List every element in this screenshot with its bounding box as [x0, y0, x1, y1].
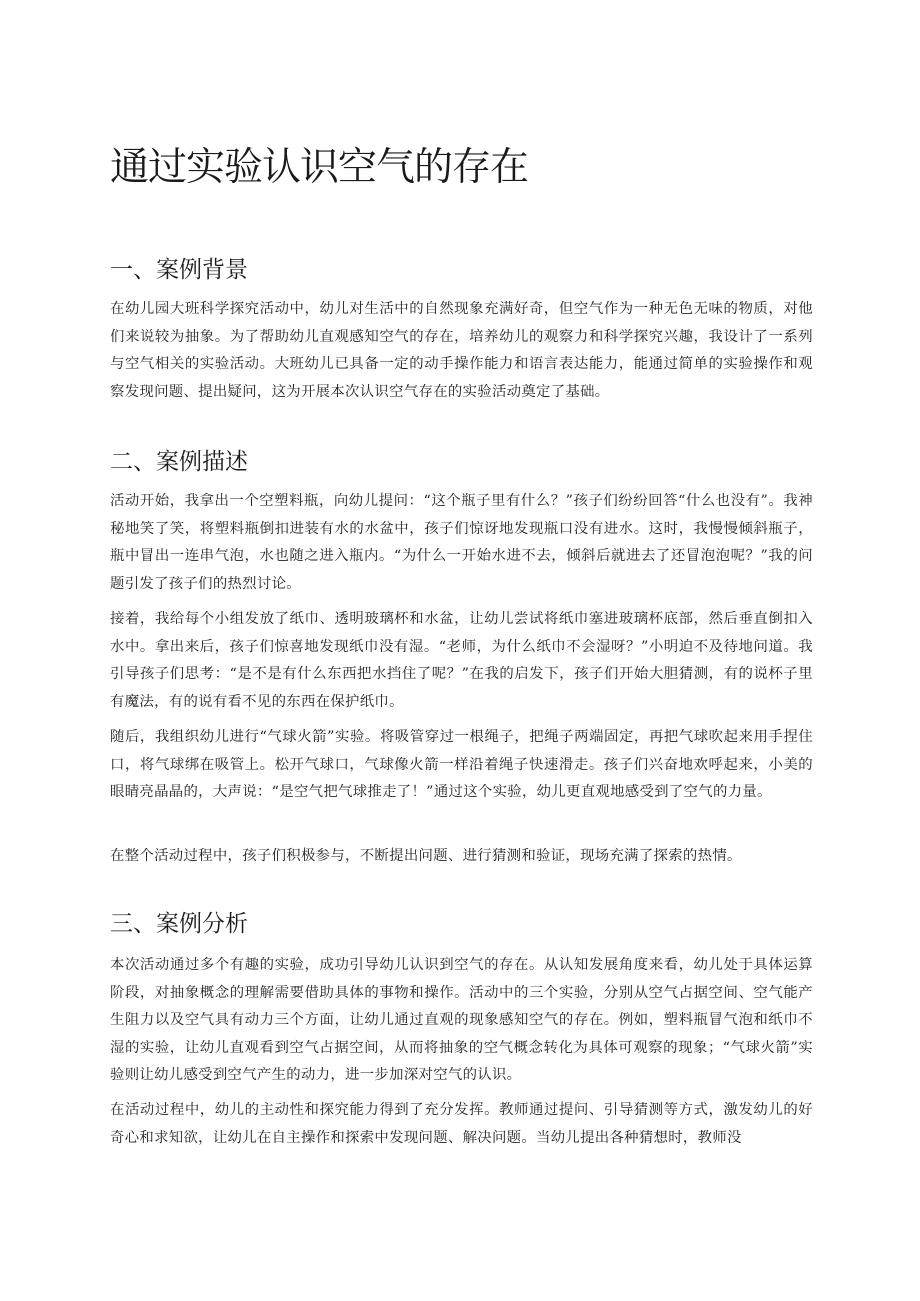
document-title: 通过实验认识空气的存在 — [110, 145, 529, 190]
paragraph: 活动开始，我拿出一个空塑料瓶，向幼儿提问：“这个瓶子里有什么？”孩子们纷纷回答“什么也没有”。我神秘地笑了笑，将塑料瓶倒扣进装有水的水盆中，孩子们惊讶地发现瓶口没有进水。这时，我慢慢倾斜瓶子，瓶中冒出一连串气泡，水也随之进入瓶内。“为什么一开始水进不去，倾斜后就进去了还冒泡泡呢？”我的问题引发了孩子们的热烈讨论。 — [110, 493, 813, 592]
paragraph: 在幼儿园大班科学探究活动中，幼儿对生活中的自然现象充满好奇，但空气作为一种无色无味的物质，对他们来说较为抽象。为了帮助幼儿直观感知空气的存在，培养幼儿的观察力和科学探究兴趣，我设计了一系列与空气相关的实验活动。大班幼儿已具备一定的动手操作能力和语言表达能力，能通过简单的实验操作和观察发现问题、提出疑问，这为开展本次认识空气存在的实验活动奠定了基础。 — [110, 301, 813, 400]
paragraph: 在活动过程中，幼儿的主动性和探究能力得到了充分发挥。教师通过提问、引导猜测等方式，激发幼儿的好奇心和求知欲，让幼儿在自主操作和探索中发现问题、解决问题。当幼儿提出各种猜想时，教师没 — [110, 1102, 813, 1146]
paragraph: 在整个活动过程中，孩子们积极参与，不断提出问题、进行猜测和验证，现场充满了探索的热情。 — [110, 848, 742, 864]
paragraph: 本次活动通过多个有趣的实验，成功引导幼儿认识到空气的存在。从认知发展角度来看，幼儿处于具体运算阶段，对抽象概念的理解需要借助具体的事物和操作。活动中的三个实验，分别从空气占据空间、空气能产生阻力以及空气具有动力三个方面，让幼儿通过直观的现象感知空气的存在。例如，塑料瓶冒气泡和纸巾不湿的实验，让幼儿直观看到空气占据空间，从而将抽象的空气概念转化为具体可观察的现象；“气球火箭”实验则让幼儿感受到空气产生的动力，进一步加深对空气的认识。 — [110, 957, 813, 1083]
paragraph: 随后，我组织幼儿进行“气球火箭”实验。将吸管穿过一根绳子，把绳子两端固定，再把气球吹起来用手捏住口，将气球绑在吸管上。松开气球口，气球像火箭一样沿着绳子快速滑走。孩子们兴奋地欢呼起来，小美的眼睛亮晶晶的，大声说：“是空气把气球推走了！”通过这个实验，幼儿更直观地感受到了空气的力量。 — [110, 729, 813, 800]
section-heading-analysis: 三、案例分析 — [110, 911, 248, 937]
section-heading-background: 一、案例背景 — [110, 257, 248, 283]
section-heading-description: 二、案例描述 — [110, 449, 248, 475]
paragraph: 接着，我给每个小组发放了纸巾、透明玻璃杯和水盆，让幼儿尝试将纸巾塞进玻璃杯底部，然后垂直倒扣入水中。拿出来后，孩子们惊喜地发现纸巾没有湿。“老师，为什么纸巾不会湿呀？”小明迫不及待地问道。我引导孩子们思考：“是不是有什么东西把水挡住了呢？”在我的启发下，孩子们开始大胆猜测，有的说杯子里有魔法，有的说有看不见的东西在保护纸巾。 — [110, 611, 813, 710]
